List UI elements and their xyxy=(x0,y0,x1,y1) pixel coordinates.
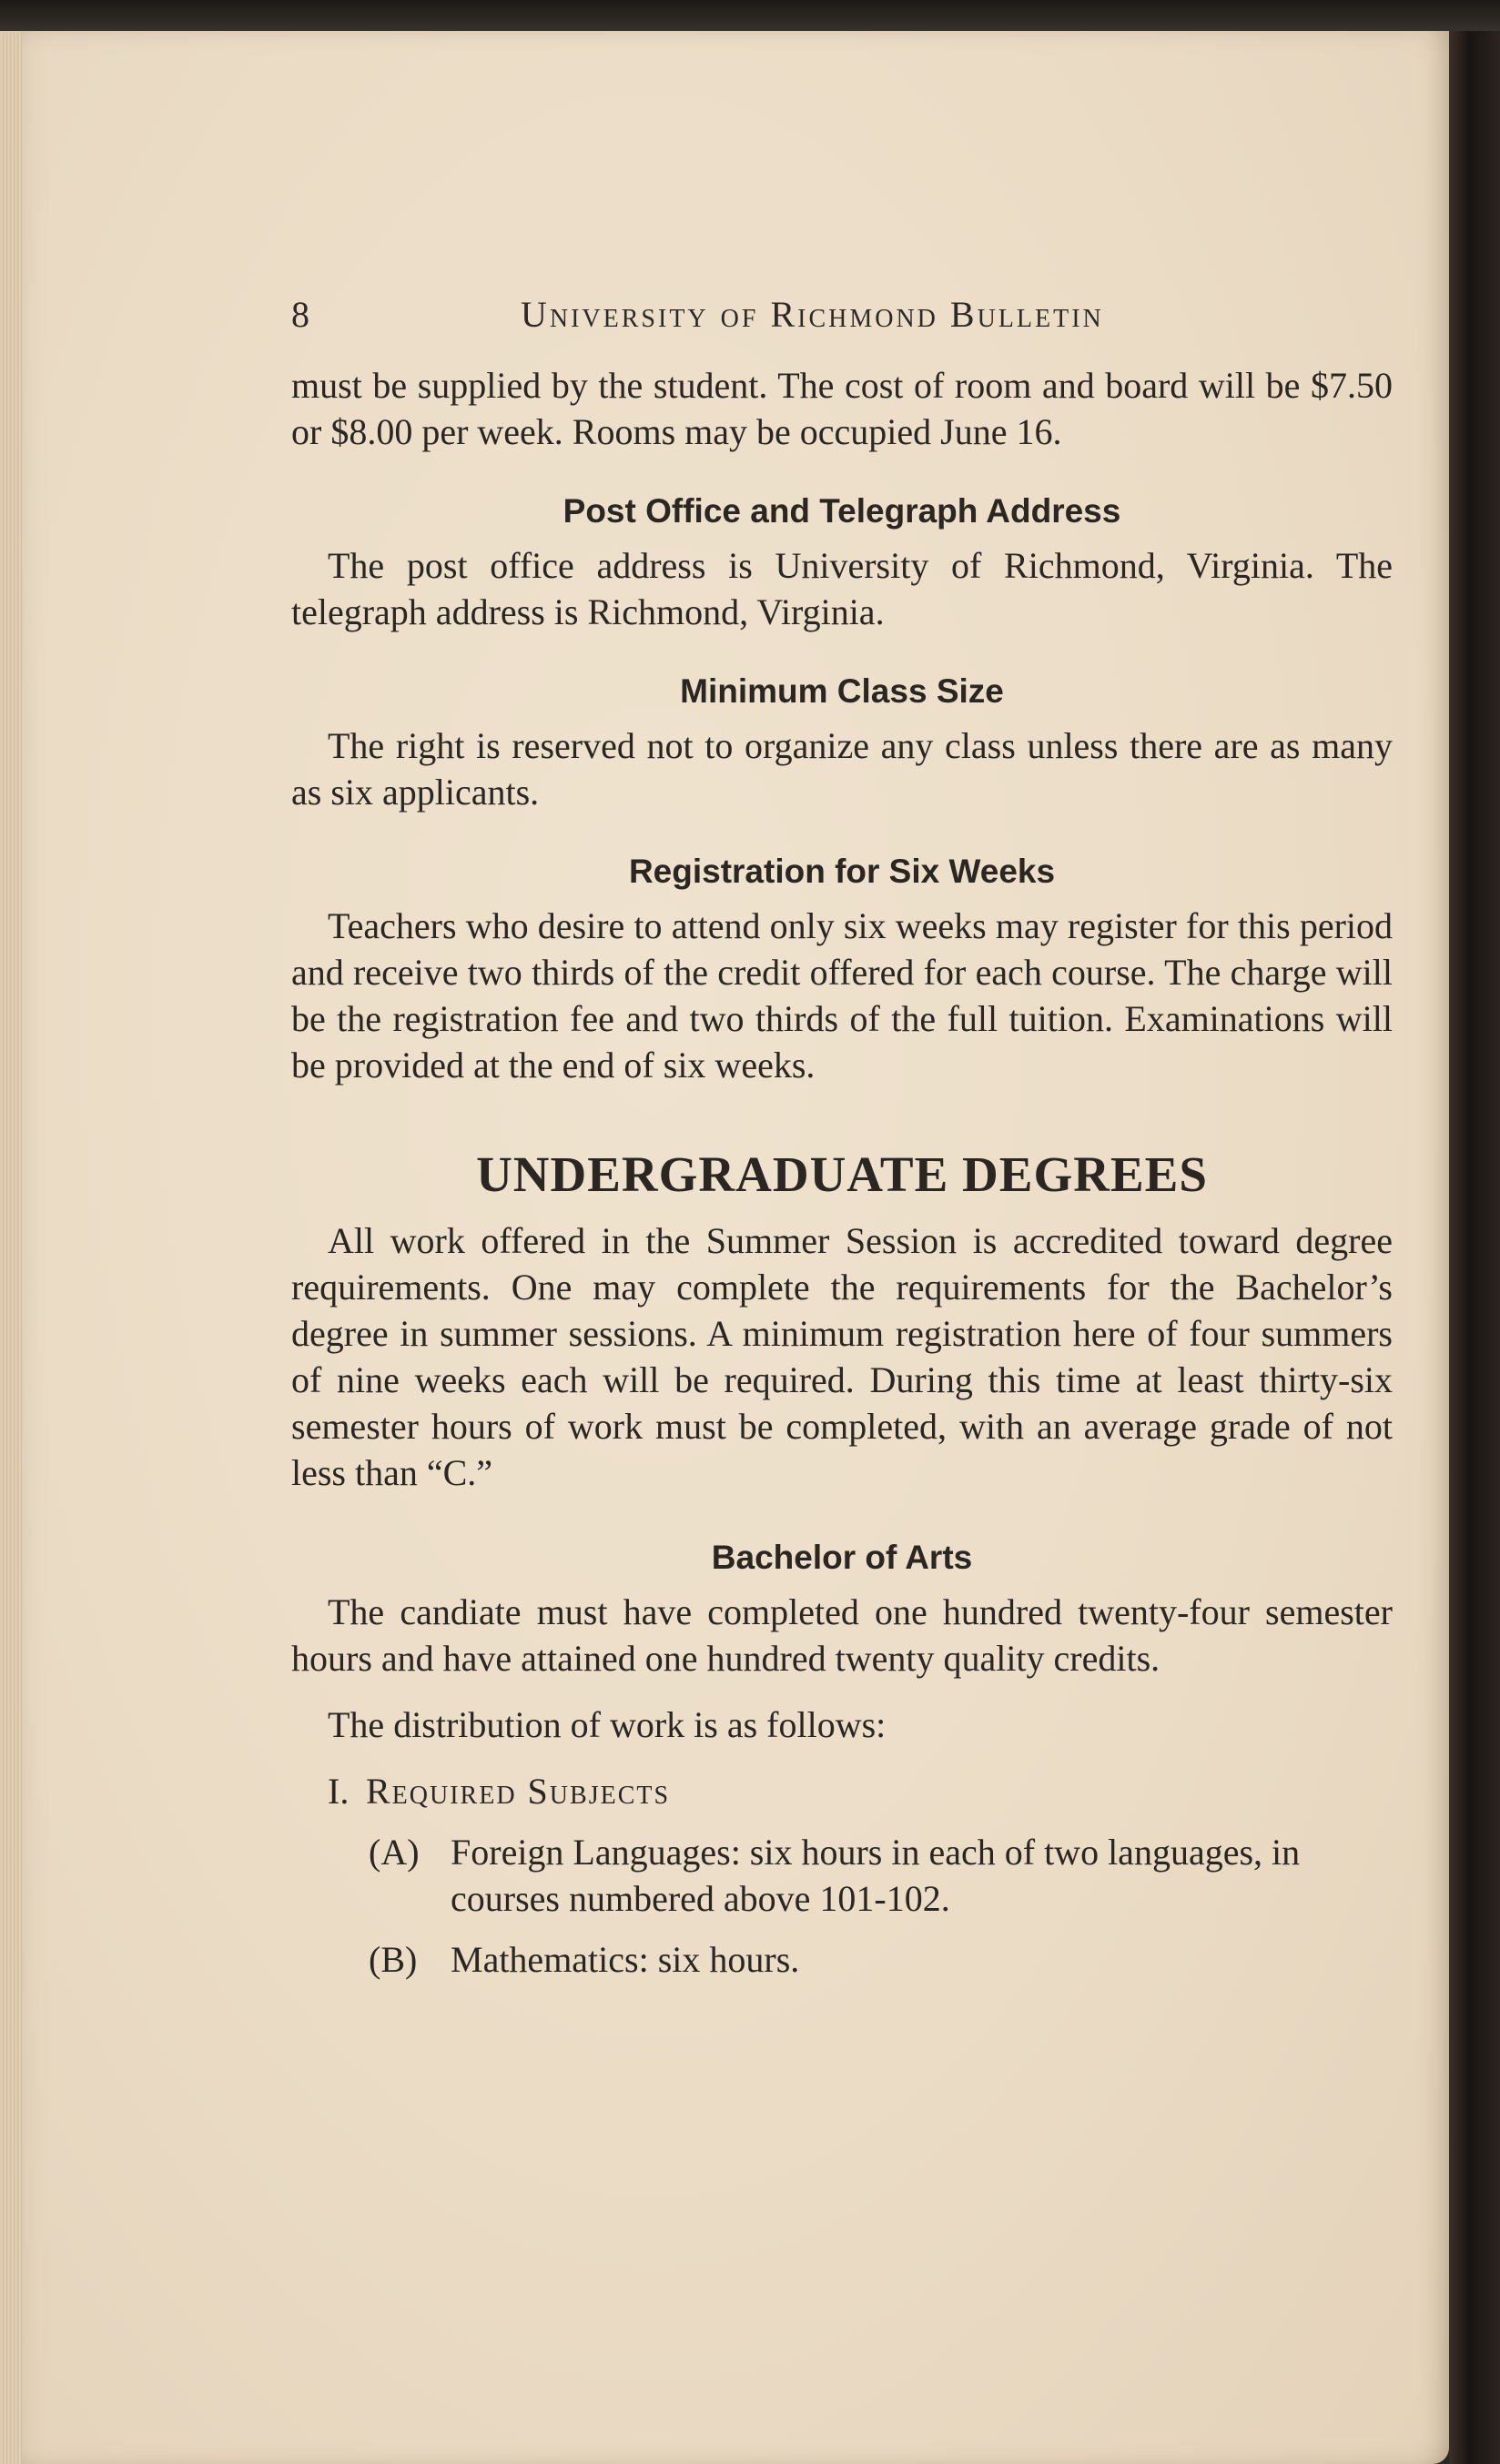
list-roman-numeral: I. xyxy=(328,1771,350,1812)
section-heading-min-class: Minimum Class Size xyxy=(680,672,1004,710)
section-heading-ba: Bachelor of Arts xyxy=(711,1539,973,1576)
list-item-marker: (B) xyxy=(369,1939,418,1980)
list-item-text: Mathematics: six hours. xyxy=(451,1939,800,1980)
distribution-paragraph: The distribution of work is as follows: xyxy=(328,1704,887,1745)
major-heading-undergrad: UNDERGRADUATE DEGREES xyxy=(476,1146,1208,1202)
list-item-marker: (A) xyxy=(369,1832,420,1873)
section-heading-six-weeks: Registration for Six Weeks xyxy=(628,853,1056,890)
ba-paragraph: The candiate must have completed one hundred twenty-four semester hours and have attained one hundred twenty quality credits. xyxy=(291,1591,1393,1679)
six-weeks-paragraph: Teachers who desire to attend only six weeks may register for this period and receive two thirds of the credit offered for each course. The charge will be the registration fee and two thirds of the full tuition. Examinations will be provided at the end of six weeks. xyxy=(291,905,1393,1086)
running-head xyxy=(291,291,1393,342)
list-heading-label: Required Subjects xyxy=(366,1771,671,1812)
list-heading xyxy=(291,1768,1393,1814)
page-number: 8 xyxy=(291,294,309,335)
book-top-edge xyxy=(0,0,1500,35)
running-title: University of Richmond Bulletin xyxy=(521,294,1104,335)
list-item xyxy=(291,1829,1393,1922)
min-class-paragraph: The right is reserved not to organize any class unless there are as many as six applicants. xyxy=(291,725,1393,813)
intro-paragraph: must be supplied by the student. The cost of room and board will be $7.50 or $8.00 per week. Rooms may be occupied June 16. xyxy=(291,365,1393,452)
list-item-text: Foreign Languages: six hours in each of two languages, in courses numbered above 101-102. xyxy=(451,1832,1301,1919)
list-item xyxy=(291,1936,1393,1983)
page-content xyxy=(291,291,1393,1983)
binding-shadow xyxy=(1449,31,1500,2464)
page-stack-edge xyxy=(0,31,22,2464)
post-office-paragraph: The post office address is University of Richmond, Virginia. The telegraph address is Richmond, Virginia. xyxy=(291,545,1393,632)
section-heading-post-office: Post Office and Telegraph Address xyxy=(562,492,1121,530)
undergrad-paragraph: All work offered in the Summer Session is accredited toward degree requirements. One may complete the requirements for the Bachelor’s degree in summer sessions. A minimum registration here of four summers of nine weeks each will be required. During this time at least thirty-six semester hours of work must be completed, with an average grade of not less than “C.” xyxy=(291,1220,1393,1493)
